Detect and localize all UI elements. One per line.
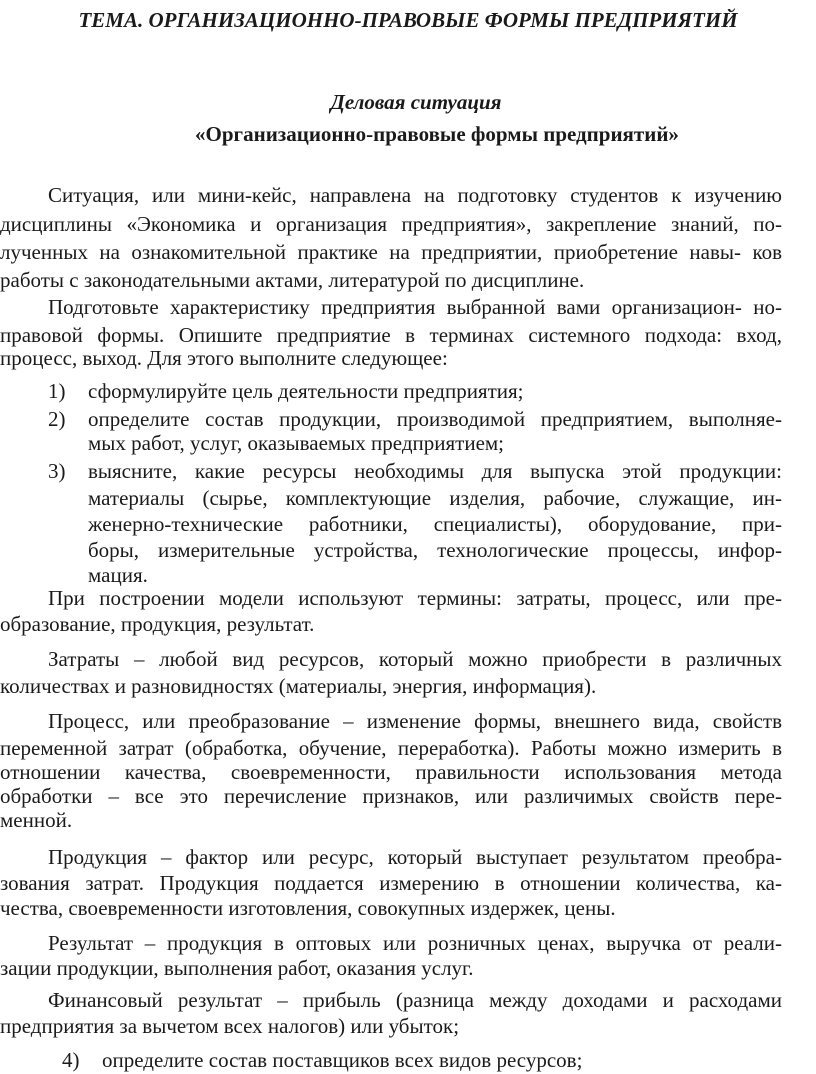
- text-line: зования затрат. Продукция поддается измерению в отношении количества, ка-: [0, 871, 782, 895]
- text-line: дисциплины «Экономика и организация предприятия», закрепление знаний, по-: [0, 212, 782, 236]
- text-line: боры, измерительные устройства, технологические процессы, инфор-: [88, 538, 782, 562]
- text-line: чества, своевременности изготовления, совокупных издержек, цены.: [0, 896, 616, 920]
- text-line: лученных на ознакомительной практике на предприятии, приобретение навы- ков: [0, 240, 782, 264]
- text-line: сформулируйте цель деятельности предприятия;: [88, 379, 524, 403]
- list-number: 2): [48, 407, 66, 431]
- text-line: менной.: [0, 808, 73, 832]
- text-line: женерно-технические работники, специалисты), оборудование, при-: [88, 512, 782, 536]
- text-line: количествах и разновидностях (материалы, энергия, информация).: [0, 674, 597, 698]
- text-line: Затраты – любой вид ресурсов, который можно приобрести в различных: [48, 647, 782, 671]
- text-line: зации продукции, выполнения работ, оказания услуг.: [0, 956, 474, 980]
- text-line: При построении модели используют термины: затраты, процесс, или пре-: [48, 586, 782, 610]
- list-number: 1): [48, 379, 66, 403]
- text-line: материалы (сырье, комплектующие изделия, рабочие, служащие, ин-: [88, 486, 782, 510]
- section-heading: «Организационно-правовые формы предприятий»: [195, 122, 679, 146]
- text-line: Подготовьте характеристику предприятия выбранной вами организацион- но-: [48, 295, 782, 319]
- text-line: Процесс, или преобразование – изменение формы, внешнего вида, свойств: [48, 709, 782, 733]
- text-line: определите состав поставщиков всех видов ресурсов;: [102, 1048, 583, 1072]
- text-line: работы с законодательными актами, литературой по дисциплине.: [0, 268, 585, 292]
- text-line: переменной затрат (обработка, обучение, переработка). Работы можно измерить в: [0, 736, 782, 760]
- text-line: Финансовый результат – прибыль (разница между доходами и расходами: [48, 988, 782, 1012]
- text-line: Продукция – фактор или ресурс, который выступает результатом преобра-: [48, 845, 782, 869]
- text-line: выясните, какие ресурсы необходимы для выпуска этой продукции:: [88, 459, 782, 483]
- text-line: обработки – все это перечисление признаков, или различимых свойств пере-: [0, 784, 782, 808]
- page-title: ТЕМА. ОРГАНИЗАЦИОННО-ПРАВОВЫЕ ФОРМЫ ПРЕДПРИЯТИЙ: [78, 8, 738, 32]
- text-line: процесс, выход. Для этого выполните следующее:: [0, 346, 448, 370]
- text-line: отношении качества, своевременности, правильности использования метода: [0, 760, 782, 784]
- text-line: мация.: [88, 563, 148, 587]
- text-line: Ситуация, или мини-кейс, направлена на подготовку студентов к изучению: [48, 183, 782, 207]
- text-line: определите состав продукции, производимой предприятием, выполняе-: [88, 407, 782, 431]
- text-line: правовой формы. Опишите предприятие в терминах системного подхода: вход,: [0, 323, 782, 347]
- text-line: мых работ, услуг, оказываемых предприятием;: [88, 431, 505, 455]
- list-number: 3): [48, 459, 66, 483]
- text-line: образование, продукция, результат.: [0, 612, 315, 636]
- text-line: предприятия за вычетом всех налогов) или убыток;: [0, 1014, 460, 1038]
- text-line: Результат – продукция в оптовых или розничных ценах, выручка от реали-: [48, 931, 782, 955]
- section-subtitle: Деловая ситуация: [330, 90, 502, 114]
- list-number: 4): [62, 1048, 80, 1072]
